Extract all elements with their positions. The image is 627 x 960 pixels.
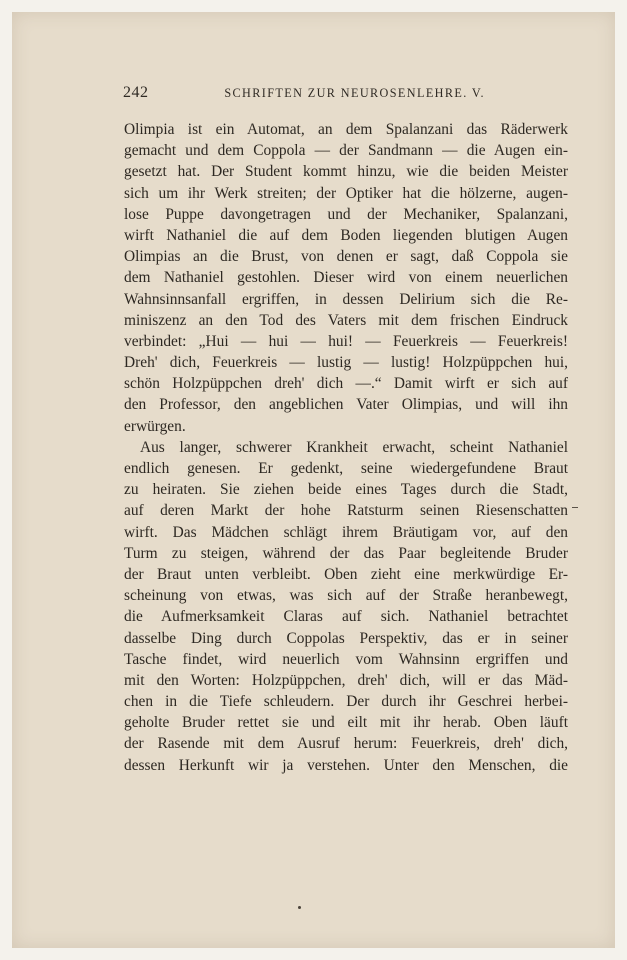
text-line: die Aufmerksamkeit Claras auf sich. Nathaniel betrachtet xyxy=(124,608,568,626)
text-line: scheinung von etwas, was sich auf der Straße heranbewegt, xyxy=(124,587,568,605)
text-line: Tasche findet, wird neuerlich vom Wahnsinn ergriffen und xyxy=(124,650,568,668)
text-line: verbindet: „Hui — hui — hui! — Feuerkreis — Feuerkreis! xyxy=(124,332,568,350)
text-line: schön Holzpüppchen dreh' dich —.“ Damit wirft er sich auf xyxy=(124,375,568,393)
text-line: chen in die Tiefe schleudern. Der durch ihr Geschrei herbei- xyxy=(124,693,568,711)
text-line: zu heiraten. Sie ziehen beide eines Tages durch die Stadt, xyxy=(124,481,568,499)
text-line: dessen Herkunft wir ja verstehen. Unter den Menschen, die xyxy=(124,756,568,774)
text-line: gemacht und dem Coppola — der Sandmann — die Augen ein- xyxy=(124,142,568,160)
text-line: lose Puppe davongetragen und der Mechaniker, Spalanzani, xyxy=(124,205,568,223)
text-line: den Professor, den angeblichen Vater Olimpias, und will ihn xyxy=(124,396,568,414)
text-line: Olimpia ist ein Automat, an dem Spalanzani das Räderwerk xyxy=(124,121,568,138)
text-line: dasselbe Ding durch Coppolas Perspektiv, das er in seiner xyxy=(124,629,568,647)
page-bottom-dot xyxy=(298,906,301,909)
text-line: gesetzt hat. Der Student kommt hinzu, wie die beiden Meister xyxy=(124,163,568,181)
page-number: 242 xyxy=(123,84,149,101)
body-text xyxy=(124,119,568,776)
text-line: mit den Worten: Holzpüppchen, dreh' dich, will er das Mäd- xyxy=(124,671,568,689)
margin-mark xyxy=(572,507,578,508)
text-line: der Braut unten verbleibt. Oben zieht eine merkwürdige Er- xyxy=(124,565,568,583)
text-line: der Rasende mit dem Ausruf herum: Feuerkreis, dreh' dich, xyxy=(124,735,568,753)
text-line: Turm zu steigen, während der das Paar begleitende Bruder xyxy=(124,544,568,562)
text-line: auf deren Markt der hohe Ratsturm seinen Riesenschatten xyxy=(124,502,568,520)
text-line: sich um ihr Werk streiten; der Optiker hat die hölzerne, augen- xyxy=(124,184,568,202)
text-line: erwürgen. xyxy=(124,417,186,435)
text-line: Dreh' dich, Feuerkreis — lustig — lustig! Holzpüppchen hui, xyxy=(124,354,568,372)
text-line: miniszenz an den Tod des Vaters mit dem frischen Eindruck xyxy=(124,311,568,329)
text-line: wirft. Das Mädchen schlägt ihrem Bräutigam vor, auf den xyxy=(124,523,568,541)
text-line: geholte Bruder rettet sie und eilt mit ihr herab. Oben läuft xyxy=(124,714,568,732)
paragraph-first-line: Aus langer, schwerer Krankheit erwacht, scheint Nathaniel xyxy=(140,438,568,456)
running-head: SCHRIFTEN ZUR NEUROSENLEHRE. V. xyxy=(224,86,485,100)
text-line: dem Nathaniel gestohlen. Dieser wird von einem neuerlichen xyxy=(124,269,568,287)
text-line: endlich genesen. Er gedenkt, seine wiedergefundene Braut xyxy=(124,460,568,477)
text-line: Wahnsinnsanfall ergriffen, in dessen Delirium sich die Re- xyxy=(124,290,568,308)
page-header xyxy=(123,84,485,104)
text-line: wirft Nathaniel die auf dem Boden liegenden blutigen Augen xyxy=(124,226,568,244)
text-line: Olimpias an die Brust, von denen er sagt, daß Coppola sie xyxy=(124,248,568,266)
